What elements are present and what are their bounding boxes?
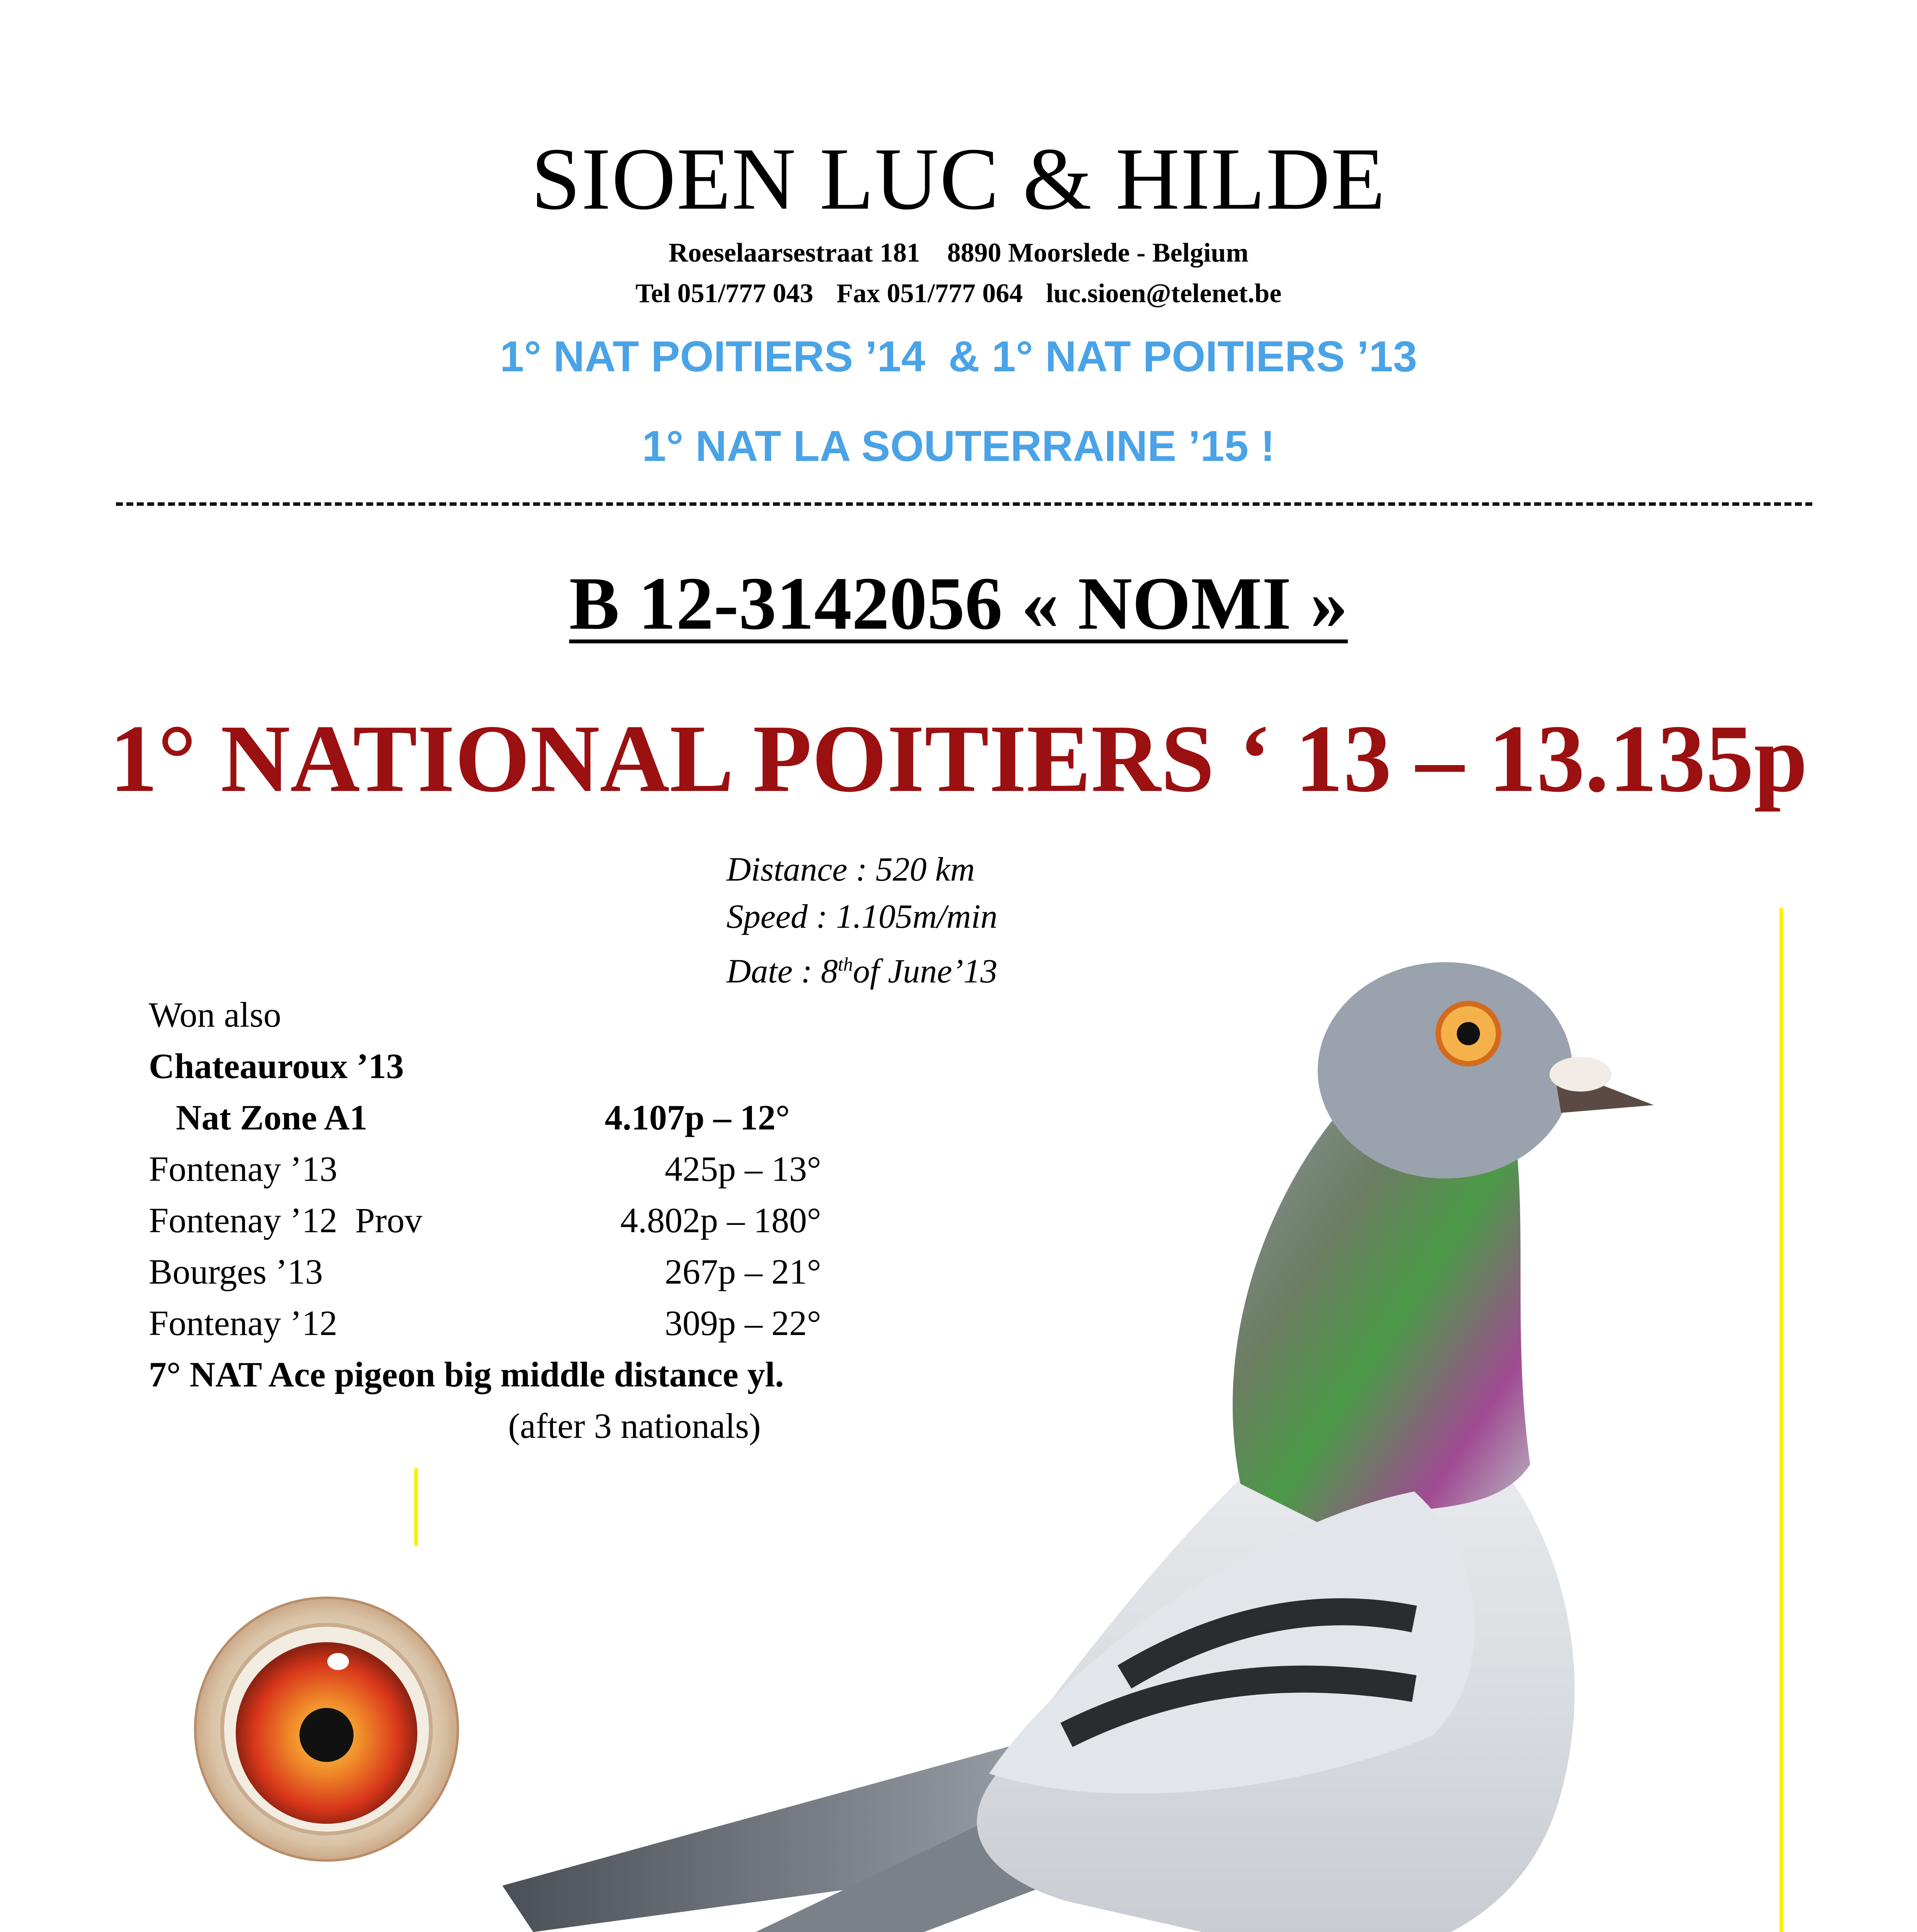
phone-number: Tel 051/777 043: [635, 279, 813, 308]
ring-number: B 12-3142056 « NOMI »: [569, 562, 1348, 645]
result-row: Bourges ’13 267p – 21°: [149, 1252, 821, 1291]
fax-number: Fax 051/777 064: [836, 279, 1023, 308]
results-intro: Won also: [149, 995, 281, 1034]
breeder-contact: [0, 278, 1917, 309]
highlight-line-1: [0, 332, 1917, 381]
highlight-line-2: 1° NAT LA SOUTERRAINE ’15 !: [642, 422, 1275, 470]
yellow-marker-line: [1779, 908, 1783, 1932]
result-row: Fontenay ’12 Prov 4.802p – 180°: [149, 1201, 821, 1240]
highlight-poitiers-14: 1° NAT POITIERS ’14: [500, 332, 925, 381]
breeder-name: SIOEN LUC & HILDE: [531, 129, 1386, 228]
result-row: Fontenay ’12 309p – 22°: [149, 1303, 821, 1343]
main-headline: 1° NATIONAL POITIERS ‘ 13 – 13.135p: [109, 705, 1808, 812]
ace-pigeon-note: (after 3 nationals): [508, 1406, 761, 1446]
breeder-address: Roeselaarsestraat 181 8890 Moorslede - Belgium: [668, 238, 1249, 268]
email-address: luc.sioen@telenet.be: [1046, 279, 1282, 308]
race-speed: Speed : 1.105m/min: [726, 898, 998, 935]
result-row: Fontenay ’13 425p – 13°: [149, 1149, 821, 1189]
result-row: Nat Zone A1 4.107p – 12°: [176, 1098, 790, 1137]
highlight-poitiers-13: & 1° NAT POITIERS ’13: [948, 332, 1417, 381]
pigeon-photo: [487, 943, 1778, 1932]
race-distance: Distance : 520 km: [726, 851, 975, 888]
ace-pigeon-result: 7° NAT Ace pigeon big middle distance yl.: [149, 1355, 784, 1394]
results-heading: Chateauroux ’13: [149, 1046, 404, 1086]
dashed-divider: [116, 502, 1812, 506]
race-date: Date : 8thof June’13: [726, 952, 998, 990]
yellow-marker-line: [414, 1468, 418, 1546]
eye-photo: [185, 1588, 468, 1870]
